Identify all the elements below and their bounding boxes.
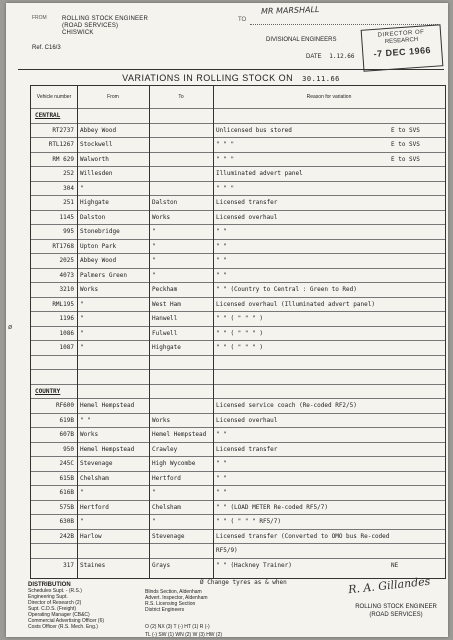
vehicle-cell: RT1768 <box>52 242 74 250</box>
section-row <box>31 384 445 399</box>
reason-cell: " " ( " " " RF5/7) <box>216 518 282 525</box>
reason-cell: " " <box>216 271 227 279</box>
col-header-reason-text: Reason for variation <box>306 94 352 100</box>
note-cell: E to SVS <box>391 126 420 134</box>
vehicle-cell: RM 629 <box>52 155 74 163</box>
vehicle-cell <box>31 544 77 558</box>
from-cell: Highgate <box>80 199 109 206</box>
table-row <box>31 253 445 268</box>
table-row <box>31 456 445 471</box>
distribution-item: Director of Research (2) <box>28 600 82 606</box>
reason-cell: Illuminated advert panel <box>216 170 303 177</box>
distribution-right <box>145 589 255 613</box>
table-row <box>31 558 445 573</box>
to-cell: Crawley <box>152 445 178 453</box>
table-row <box>31 195 445 210</box>
vehicle-cell: 251 <box>63 199 74 206</box>
from-cell: Upton Park <box>80 242 117 250</box>
distribution-list <box>28 582 163 630</box>
from-cell: Palmers Green <box>80 271 127 279</box>
col-header-reason <box>213 86 445 108</box>
vehicle-cell: 1145 <box>59 213 74 221</box>
table-row <box>31 181 445 196</box>
to-label: TO <box>238 17 247 23</box>
col-header-vehicle <box>31 86 78 108</box>
signature: R. A. Gillandes <box>347 574 431 597</box>
margin-tick-icon: ø <box>8 323 13 331</box>
col-header-from <box>77 86 150 108</box>
to-cell: Works <box>152 213 171 221</box>
vehicle-cell: 575B <box>59 503 74 511</box>
table-row <box>31 471 445 486</box>
reason-cell: " " " <box>216 184 235 192</box>
from-cell: Hemel Hempstead <box>80 445 135 453</box>
from-cell <box>77 544 149 558</box>
to-cell: Stevenage <box>152 532 185 540</box>
vehicle-cell: 950 <box>63 445 74 453</box>
from-cell: Abbey Wood <box>80 126 117 134</box>
column-rule <box>149 86 150 578</box>
to-cell <box>149 399 213 413</box>
signer-block <box>350 603 442 619</box>
reason-cell: " " ( " " " ) <box>216 344 263 351</box>
table-row <box>31 137 445 152</box>
vehicle-cell: 245C <box>59 460 74 467</box>
to-cell: Hemel Hempstead <box>152 431 207 438</box>
from-cell: Staines <box>80 561 106 569</box>
to-cell: " <box>152 228 156 235</box>
col-header-from-text: From <box>107 94 119 100</box>
to-cell: " <box>152 242 156 250</box>
codes-line-1: O (2) NX (3) T (-) HT (1) R (-) <box>145 624 210 630</box>
from-cell: Willesden <box>80 170 113 177</box>
table-row <box>31 398 445 413</box>
document-sheet <box>6 3 448 637</box>
table-row <box>31 442 445 457</box>
to-cell <box>149 167 213 181</box>
received-stamp <box>361 24 444 71</box>
table-row <box>31 529 445 544</box>
note-cell: E to SVS <box>391 155 420 163</box>
vehicle-cell: 2025 <box>59 257 74 264</box>
to-cell: " <box>152 257 156 264</box>
to-cell: Hertford <box>152 474 181 482</box>
vehicle-cell: 252 <box>63 170 74 177</box>
date-label: DATE <box>306 54 322 60</box>
from-cell: " " <box>80 416 91 424</box>
to-cell: Peckham <box>152 286 178 293</box>
signer-title: ROLLING STOCK ENGINEER <box>355 604 437 610</box>
distribution-item: Supt. C.D.S. (Freight) <box>28 606 77 612</box>
table-row <box>31 224 445 239</box>
from-block <box>62 16 172 37</box>
title-date: 30.11.66 <box>302 75 340 83</box>
vehicle-cell: RTL1267 <box>48 141 74 148</box>
header-divider <box>18 69 444 70</box>
reason-cell: " " (Hackney Trainer) <box>216 561 292 569</box>
document-title <box>18 73 444 83</box>
reason-cell: " " " <box>216 141 235 148</box>
from-cell: " <box>80 315 84 322</box>
from-cell: " <box>80 184 84 192</box>
from-cell: Dalston <box>80 213 106 221</box>
from-cell: " <box>80 344 84 351</box>
reason-cell: Licensed overhaul <box>216 416 278 424</box>
table-row <box>31 123 445 138</box>
table-row <box>31 514 445 529</box>
from-cell: Stonebridge <box>80 228 120 235</box>
signer-dept: (ROAD SERVICES) <box>369 612 423 618</box>
reason-cell: " " ( " " " ) <box>216 315 263 322</box>
vehicle-cell: 995 <box>63 228 74 235</box>
vehicle-cell: 607B <box>59 431 74 438</box>
date-value: 1.12.66 <box>329 53 355 60</box>
reason-cell: " " (LOAD METER Re-coded RF5/7) <box>216 503 328 511</box>
col-header-to <box>149 86 214 108</box>
distribution-left <box>28 588 163 630</box>
from-cell: Hertford <box>80 503 109 511</box>
from-cell: " <box>80 329 84 337</box>
distribution-item: Commercial Advertising Officer (6) <box>28 618 105 624</box>
reason-cell: Licensed overhaul (Illuminated advert panel) <box>216 300 375 308</box>
reason-cell: Licensed transfer <box>216 199 278 206</box>
reason-cell: " " <box>216 228 227 235</box>
vehicle-cell: 1086 <box>59 329 74 337</box>
reference-number: Ref. C16/3 <box>32 45 61 51</box>
from-label: FROM <box>32 15 47 21</box>
table-row <box>31 166 445 181</box>
from-line-1: ROLLING STOCK ENGINEER <box>62 16 148 22</box>
distribution-item: Costs Officer (R.S. Mech. Eng.) <box>28 624 98 630</box>
reason-cell: " " <box>216 431 227 438</box>
reason-cell: RF5/9) <box>216 547 238 554</box>
from-cell: Stockwell <box>80 141 113 148</box>
vehicle-cell: 630B <box>59 518 74 525</box>
vehicle-cell: 242B <box>59 532 74 540</box>
table-row <box>31 239 445 254</box>
to-cell: High Wycombe <box>152 460 196 467</box>
distribution-item: R.S. Licensing Section <box>145 601 196 607</box>
table-row <box>31 268 445 283</box>
from-line-3: CHISWICK <box>62 30 94 36</box>
reason-cell: " " <box>216 460 227 467</box>
stamp-line-2: RESEARCH <box>384 36 419 46</box>
distribution-title: DISTRIBUTION <box>28 582 71 588</box>
to-cell: Hanwell <box>152 315 178 322</box>
vehicle-cell: 1196 <box>59 315 74 322</box>
tyre-change-note: Ø Change tyres as & when <box>200 579 287 586</box>
from-cell: Hemel Hempstead <box>80 402 135 409</box>
reason-cell: " " <box>216 257 227 264</box>
table-row <box>31 210 445 225</box>
table-row <box>31 427 445 442</box>
from-cell: Chelsham <box>80 474 109 482</box>
reason-cell: Licensed overhaul <box>216 213 278 221</box>
to-cell <box>149 138 213 152</box>
distribution-item: Advert. Inspector, Aldenham <box>145 595 208 601</box>
table-row <box>31 485 445 500</box>
column-rule <box>77 86 78 578</box>
district-codes <box>145 623 222 637</box>
to-cell: " <box>152 271 156 279</box>
distribution-item: Engineering Supt. <box>28 594 68 600</box>
to-recipient: DIVISIONAL ENGINEERS <box>266 37 337 43</box>
col-header-vehicle-text: Vehicle number <box>36 94 72 100</box>
to-cell: " <box>152 518 156 525</box>
vehicle-cell: RML195 <box>52 300 74 308</box>
note-cell: E to SVS <box>391 141 420 148</box>
from-cell: Works <box>80 431 99 438</box>
table-row <box>31 413 445 428</box>
stamp-line-1: DIRECTOR OF <box>377 29 425 39</box>
section-label: COUNTRY <box>35 387 61 395</box>
reason-cell: Unlicensed bus stored <box>216 126 292 134</box>
reason-cell: " " <box>216 242 227 250</box>
from-cell: Walworth <box>80 155 109 163</box>
from-cell: " <box>80 518 84 525</box>
table-row <box>31 326 445 341</box>
section-label: CENTRAL <box>35 112 61 119</box>
to-cell <box>149 182 213 196</box>
table-row <box>31 500 445 515</box>
vehicle-cell: 3210 <box>59 286 74 293</box>
reason-cell: Licensed transfer <box>216 445 278 453</box>
reason-cell: " " <box>216 489 227 496</box>
table-row <box>31 311 445 326</box>
reason-cell: Licensed transfer (Converted to OMO bus Re-coded <box>216 532 390 540</box>
to-cell: West Ham <box>152 300 181 308</box>
title-text: VARIATIONS IN ROLLING STOCK ON <box>122 73 294 83</box>
vehicle-cell: 317 <box>63 561 74 569</box>
vehicle-cell: RF600 <box>55 402 74 409</box>
vehicle-cell: 616B <box>59 489 74 496</box>
reason-cell: " " ( " " " ) <box>216 329 263 337</box>
reason-cell: " " (Country to Central : Green to Red) <box>216 286 357 293</box>
to-cell <box>149 153 213 167</box>
vehicle-cell: RT2737 <box>52 126 74 134</box>
from-cell: " <box>80 300 84 308</box>
reason-cell: Licensed service coach (Re-coded RF2/5) <box>216 402 357 409</box>
table-row <box>31 297 445 312</box>
from-cell: " <box>80 489 84 496</box>
table-row <box>31 282 445 297</box>
to-cell: Highgate <box>152 344 181 351</box>
table-row <box>31 543 445 558</box>
from-cell: Harlow <box>80 532 102 540</box>
reason-cell: " " " <box>216 155 235 163</box>
to-cell: Works <box>152 416 171 424</box>
to-cell <box>149 124 213 138</box>
vehicle-cell: 619B <box>59 416 74 424</box>
reason-cell: " " <box>216 474 227 482</box>
from-cell: Stevenage <box>80 460 113 467</box>
vehicle-cell: 304 <box>63 184 74 192</box>
to-cell: " <box>152 489 156 496</box>
date-line <box>306 53 355 60</box>
to-cell: Chelsham <box>152 503 181 511</box>
vehicle-cell: 1087 <box>59 344 74 351</box>
to-underline <box>250 24 438 25</box>
vehicle-cell: 615B <box>59 474 74 482</box>
blank-row <box>31 369 445 384</box>
handwritten-addressee: MR MARSHALL <box>260 4 320 17</box>
codes-line-2: TL (-) SW (1) WN (2) W (3) HW (2) <box>145 632 223 637</box>
distribution-item: Schedules Supt. - (R.S.) <box>28 588 82 594</box>
distribution-item: Blinds Section, Aldenham <box>145 589 202 595</box>
to-cell: Fulwell <box>152 329 178 337</box>
column-rule <box>213 86 214 578</box>
table-row <box>31 152 445 167</box>
vehicle-cell: 4073 <box>59 271 74 279</box>
from-cell: Abbey Wood <box>80 257 117 264</box>
from-line-2: (ROAD SERVICES) <box>62 23 119 29</box>
variations-table <box>30 85 446 579</box>
stamp-date: -7 DEC 1966 <box>373 44 432 59</box>
from-cell: Works <box>80 286 99 293</box>
note-cell: NE <box>391 561 399 569</box>
col-header-to-text: To <box>178 94 184 100</box>
section-row <box>31 108 445 123</box>
to-cell: Dalston <box>152 199 178 206</box>
distribution-item: Operating Manager (CB&C) <box>28 612 90 618</box>
to-cell <box>149 544 213 558</box>
to-cell: Grays <box>152 561 171 569</box>
table-row <box>31 340 445 355</box>
distribution-item: District Engineers <box>145 607 185 613</box>
blank-row <box>31 355 445 370</box>
